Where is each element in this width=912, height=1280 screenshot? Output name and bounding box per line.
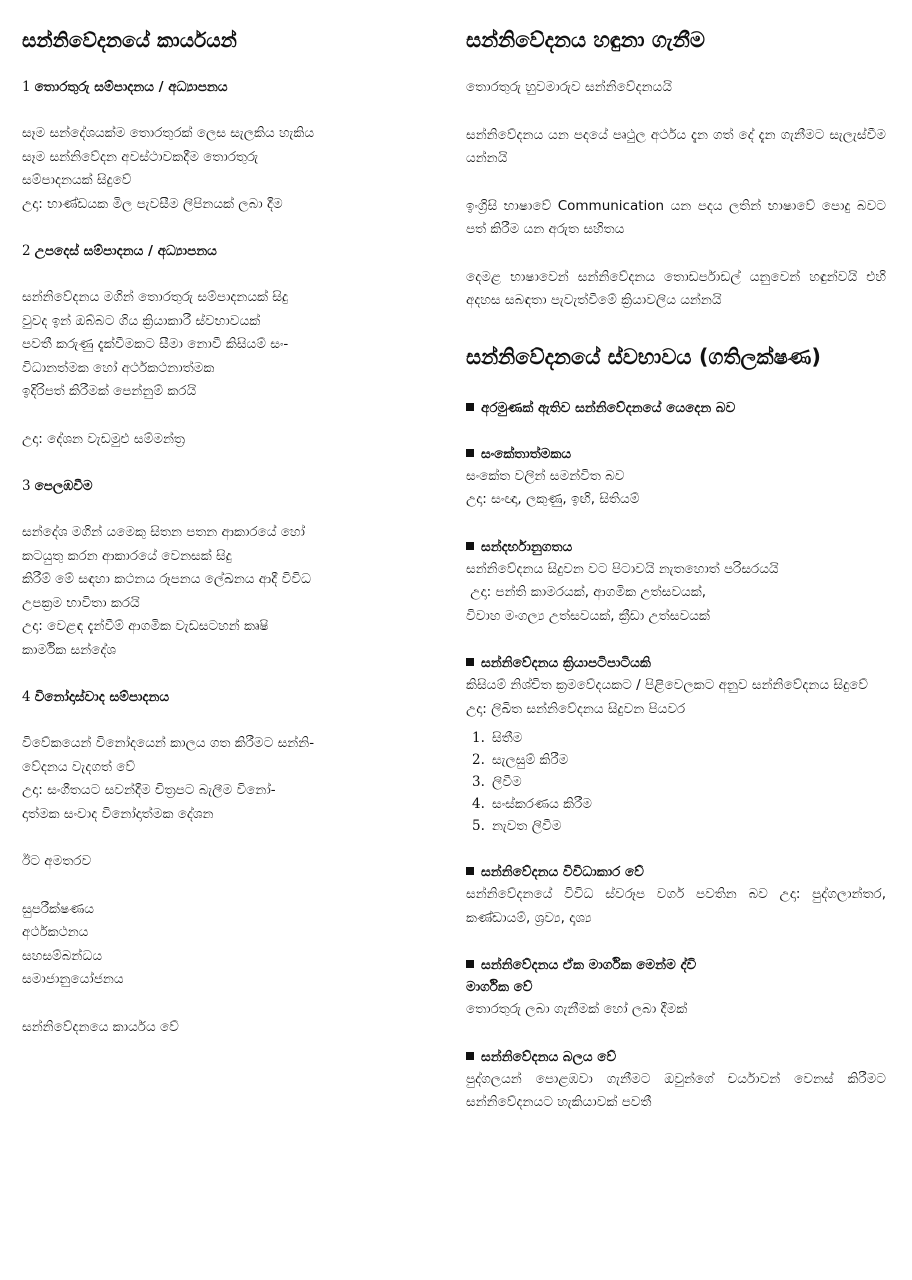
list-item: 4. සංස්කරණය කිරීම bbox=[472, 796, 592, 812]
section-1-line: උදා: භාණ්ඩයක මිල පැවසීම ලිපිනයක් ලබා දීම bbox=[22, 195, 283, 212]
bullet-heading: සංකේතාත්මකය bbox=[466, 443, 886, 465]
functions-title: සන්නිවේදනයේ කාර්යයන් bbox=[22, 28, 237, 52]
bullet-heading: සන්නිවේදනය ඒක මාර්ගික මෙන්ම ද්වි bbox=[466, 954, 886, 976]
section-2-line: විධානත්මක හෝ අර්ථකථනාත්මක bbox=[22, 359, 215, 376]
left-column bbox=[22, 20, 442, 1039]
bullet-line: පුද්ගලයන් පොළඹවා ගැනීමට ඔවුන්ගේ චර්යාවන් වෙනස් කිරීමට සන්නිවේදනයට හැකියාවක් පවතී bbox=[466, 1070, 886, 1110]
section-3-line: සන්දේශ මගින් යමෙකු සිතන පතන ආකාරයේ හෝ bbox=[22, 524, 306, 540]
section-3-line: කටයුතු කරන ආකාරයේ වෙනසක් සිදු bbox=[22, 547, 232, 564]
section-heading-4: 4 විනෝදාස්වාද සම්පාදනය bbox=[22, 689, 170, 705]
bullet-heading: සන්නිවේදනය බලය වේ bbox=[466, 1046, 886, 1068]
bullet-line: තොරතුරු ලබා ගැනීමක් හෝ ලබා දීමක් bbox=[466, 1001, 688, 1017]
section-3-line: කාර්මික සන්දේශ bbox=[22, 641, 117, 658]
writing-steps-list bbox=[472, 727, 886, 837]
bullet-line: විවාහ මංගල්‍ය උත්සවයක්, ක්‍රීඩා උත්සවයක් bbox=[466, 607, 710, 624]
list-item: සුපරීක්ෂණය bbox=[22, 900, 94, 917]
extra-list bbox=[22, 898, 442, 992]
section-heading-2: 2 උපදෙස් සම්පාදනය / අධ්‍යාපනය bbox=[22, 243, 217, 259]
section-2-example: උදා: දේශන වැඩමුළු සම්මන්ත්‍ර bbox=[22, 430, 185, 447]
section-4-line: දාත්මක සංවාද විනෝදාත්මක දේශන bbox=[22, 805, 214, 822]
section-2-line: ඉදිරිපත් කිරීමක් පෙන්නුම් කරයි bbox=[22, 383, 197, 399]
list-item: 1. සිතීම bbox=[472, 730, 523, 746]
section-2-line: වුවද ඉන් ඔබ්බට ගිය ක්‍රියාකාරී ස්වභාවයක් bbox=[22, 312, 261, 329]
section-1-line: සෑම සන්නිවේදන අවස්ථාවකදීම තොරතුරු bbox=[22, 148, 259, 165]
section-2-line: සන්නිවේදනය මගින් තොරතුරු සම්පාදනයක් සිදු bbox=[22, 289, 288, 305]
right-column bbox=[466, 20, 886, 1115]
intro-paragraph: දෙමළ භාෂාවෙන් සන්නිවේදනය තොඩර්පාඩල් යනුවෙන් හඳුන්වයි එහි අදහස සබඳතා පැවැත්වීමේ ක්‍රියාවලිය යන්නයි bbox=[466, 268, 886, 308]
bullet-line: කිසියම් නිශ්චිත ක්‍රමවේදයකට / පිළිවෙලකට අනුව සන්නිවේදනය සිදුවේ bbox=[466, 677, 868, 693]
bullet-heading: සන්දර්භානුගතය bbox=[466, 536, 886, 558]
extra-label: ඊට අමතරව bbox=[22, 853, 92, 869]
square-bullet-icon bbox=[466, 867, 474, 875]
section-3-line: කිරීම් මේ සඳහා කථනය රූපනය ලේඛනය ආදී විවිධ bbox=[22, 571, 311, 587]
section-1-line: සම්පාදනයක් සිදුවේ bbox=[22, 172, 132, 188]
intro-paragraph: ඉංග්‍රිසි භාෂාවේ Communication යන පදය ලතින් භාෂාවේ පොදු බවට පත් කිරීම යන අරුත සහිතය bbox=[466, 197, 886, 237]
bullet-line: උදා: පන්ති කාමරයක්, ආගමික උත්සවයක්, bbox=[466, 584, 706, 600]
bullet-line: සන්නිවේදනය සිදුවන වට පිටාවයි නැතහොත් පරිසරයයි bbox=[466, 560, 779, 577]
section-3-line: උදා: වෙළඳ දැන්වීම් ආගමික වැඩසටහන් කෘෂි bbox=[22, 618, 269, 634]
section-4-line: වේදනය වැදගත් වේ bbox=[22, 758, 136, 775]
square-bullet-icon bbox=[466, 1052, 474, 1060]
bullet-heading-continued: මාර්ගික වේ bbox=[466, 979, 533, 995]
bullet-line: උදා: සංඥා, ලකුණු, ඉඟි, සිතියම් bbox=[466, 491, 640, 507]
square-bullet-icon bbox=[466, 960, 474, 968]
identification-title: සන්නිවේදනය හඳුනා ගැනීම bbox=[466, 28, 705, 52]
list-item: අර්ථකථනය bbox=[22, 924, 89, 940]
section-1-line: සෑම සන්දේශයක්ම තොරතුරක් ලෙස සැලකිය හැකිය bbox=[22, 125, 315, 141]
section-4-line: විවේකයෙන් විනෝදයෙන් කාලය ගත කිරීමට සන්නි- bbox=[22, 735, 315, 751]
list-item: 2. සැලසුම් කිරීම bbox=[472, 752, 569, 768]
section-2-line: පවතී කරුණු දැක්වීමකට සීමා නොවී කිසියම් සං- bbox=[22, 336, 289, 352]
bullet-line: සංකේත වලින් සමන්විත බව bbox=[466, 467, 625, 484]
section-4-line: උදා: සංගීතයට සවන්දීම චිත්‍රපට බැලීම විනෝ- bbox=[22, 782, 276, 798]
list-item: 3. ලිවීම bbox=[472, 774, 522, 790]
square-bullet-icon bbox=[466, 449, 474, 457]
closing-line: සන්නිවේදනයෙ කාර්යය වේ bbox=[22, 1018, 179, 1035]
nature-title: සන්නිවේදනයේ ස්වභාවය (ගතිලක්ෂණ) bbox=[466, 344, 821, 369]
bullet-line: සන්නිවේදනයේ විවිධ ස්වරූප වර්ග පවතින බව උදා: පුද්ගලාන්තර, කණ්ඩායම්, ශ්‍රව්‍ය, දෘශ්‍ය bbox=[466, 886, 886, 926]
section-heading-1: 1 තොරතුරු සම්පාදනය / අධ්‍යාපනය bbox=[22, 79, 228, 95]
bullet-heading: සන්නිවේදනය ක්‍රියාපටිපාටියකි bbox=[466, 652, 886, 674]
section-3-line: උපක්‍රම භාවිතා කරයි bbox=[22, 594, 140, 611]
square-bullet-icon bbox=[466, 542, 474, 550]
square-bullet-icon bbox=[466, 658, 474, 666]
bullet-line: උදා: ලිඛිත සන්නිවේදනය සිදුවන පියවර bbox=[466, 700, 686, 717]
section-heading-3: 3 පෙලඹවීම bbox=[22, 478, 93, 494]
list-item: සහසම්බන්ධය bbox=[22, 947, 103, 964]
square-bullet-icon bbox=[466, 403, 474, 411]
list-item: 5. නැවත ලිවීම bbox=[472, 818, 562, 834]
bullet-heading: සන්නිවේදනය විවිධාකාර වේ bbox=[466, 861, 886, 883]
intro-paragraph: සන්නිවේදනය යන පදයේ පෘථුල අර්ථය දැන ගත් දේ දැන ගැනීමට සැලැස්වීම යන්නයි bbox=[466, 126, 886, 166]
list-item: සමාජානුයෝජනය bbox=[22, 971, 124, 987]
intro-paragraph: තොරතුරු හුවමාරුව සන්නිවේදනයයි bbox=[466, 79, 672, 95]
bullet-heading: අරමුණක් ඇතිව සන්නිවේදනයේ යෙදෙන බව bbox=[466, 397, 886, 419]
